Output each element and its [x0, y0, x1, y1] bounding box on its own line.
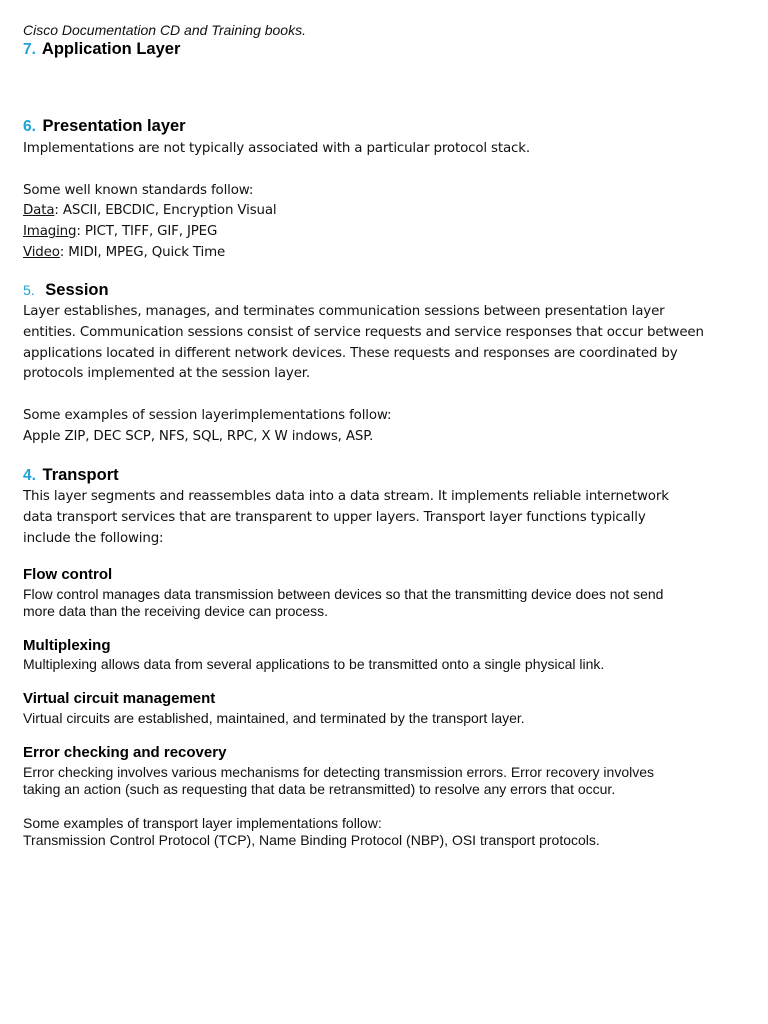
- standard-value: PICT, TIFF, GIF, JPEG: [80, 224, 218, 240]
- function-body-multiplexing: Multiplexing allows data from several applications to be transmitted onto a single physical link.: [23, 656, 605, 672]
- layer-5-description-line: Layer establishes, manages, and terminates communication sessions between presentation layer: [23, 304, 665, 319]
- layer-5-number: 5.: [23, 282, 35, 298]
- layer-5-examples-intro: Some examples of session layerimplementations follow:: [23, 407, 392, 423]
- function-heading-error-checking: Error checking and recovery: [23, 744, 227, 761]
- layer-4-body: [23, 487, 753, 549]
- function-body-virtual-circuit: Virtual circuits are established, maintained, and terminated by the transport layer.: [23, 710, 525, 726]
- layer-7-heading: [23, 40, 180, 59]
- function-heading-flow-control: Flow control: [23, 566, 113, 583]
- layer-6-standards-intro: Some well known standards follow:: [23, 182, 254, 198]
- standard-label: Data: [23, 203, 55, 219]
- layer-4-description-line: data transport services that are transparent to upper layers. Transport layer functions typically: [23, 509, 646, 525]
- standard-value: ASCII, EBCDIC, Encryption Visual: [58, 203, 277, 219]
- layer-4-examples: Transmission Control Protocol (TCP), Name Binding Protocol (NBP), OSI transport protocols.: [23, 832, 600, 848]
- layer-5-heading: [23, 281, 109, 300]
- intro-text: Cisco Documentation CD and Training books.: [23, 22, 306, 38]
- layer-5-description-line: applications located in different network devices. These requests and responses are coordinated by: [23, 345, 678, 361]
- layer-5-description-line: protocols implemented at the session layer.: [23, 366, 311, 382]
- standard-label: Imaging: [23, 224, 77, 240]
- function-body-flow-control: Flow control manages data transmission between devices so that the transmitting device does not send more data than the receiving device can process.: [23, 586, 664, 619]
- layer-5-title: Session: [45, 281, 109, 299]
- layer-5-description-line: entities. Communication sessions consist of service requests and service responses that occur between: [23, 324, 704, 340]
- layer-6-number: 6.: [23, 118, 36, 135]
- layer-4-examples-intro: Some examples of transport layer implementations follow:: [23, 815, 382, 831]
- standard-item: Video: MIDI, MPEG, Quick Time: [23, 244, 226, 260]
- layer-6-body: [23, 139, 753, 264]
- layer-5-examples: Apple ZIP, DEC SCP, NFS, SQL, RPC, X W indows, ASP.: [23, 428, 374, 444]
- standard-label: Video: [23, 244, 60, 260]
- layer-6-description: Implementations are not typically associated with a particular protocol stack.: [23, 141, 530, 156]
- layer-4-heading: [23, 466, 119, 485]
- layer-4-examples-block: [23, 815, 753, 849]
- function-body-error-checking: Error checking involves various mechanisms for detecting transmission errors. Error recovery involves taking an action (such as requesting that data be retransmitted) to resolve any errors that occur.: [23, 764, 654, 797]
- layer-4-description-line: This layer segments and reassembles data into a data stream. It implements reliable internetwork: [23, 489, 669, 504]
- standard-item: Imaging: PICT, TIFF, GIF, JPEG: [23, 224, 218, 240]
- layer-7-number: 7.: [23, 41, 36, 58]
- layer-6-title: Presentation layer: [42, 117, 186, 135]
- layer-6-heading: [23, 117, 186, 136]
- layer-4-number: 4.: [23, 467, 36, 484]
- function-heading-multiplexing: Multiplexing: [23, 637, 111, 654]
- standard-value: MIDI, MPEG, Quick Time: [64, 244, 226, 260]
- function-heading-virtual-circuit: Virtual circuit management: [23, 690, 216, 707]
- layer-4-title: Transport: [42, 466, 119, 484]
- layer-5-body: [23, 302, 753, 448]
- layer-4-description-line: include the following:: [23, 530, 164, 546]
- standard-item: Data: ASCII, EBCDIC, Encryption Visual: [23, 203, 277, 219]
- layer-7-title: Application Layer: [41, 40, 181, 58]
